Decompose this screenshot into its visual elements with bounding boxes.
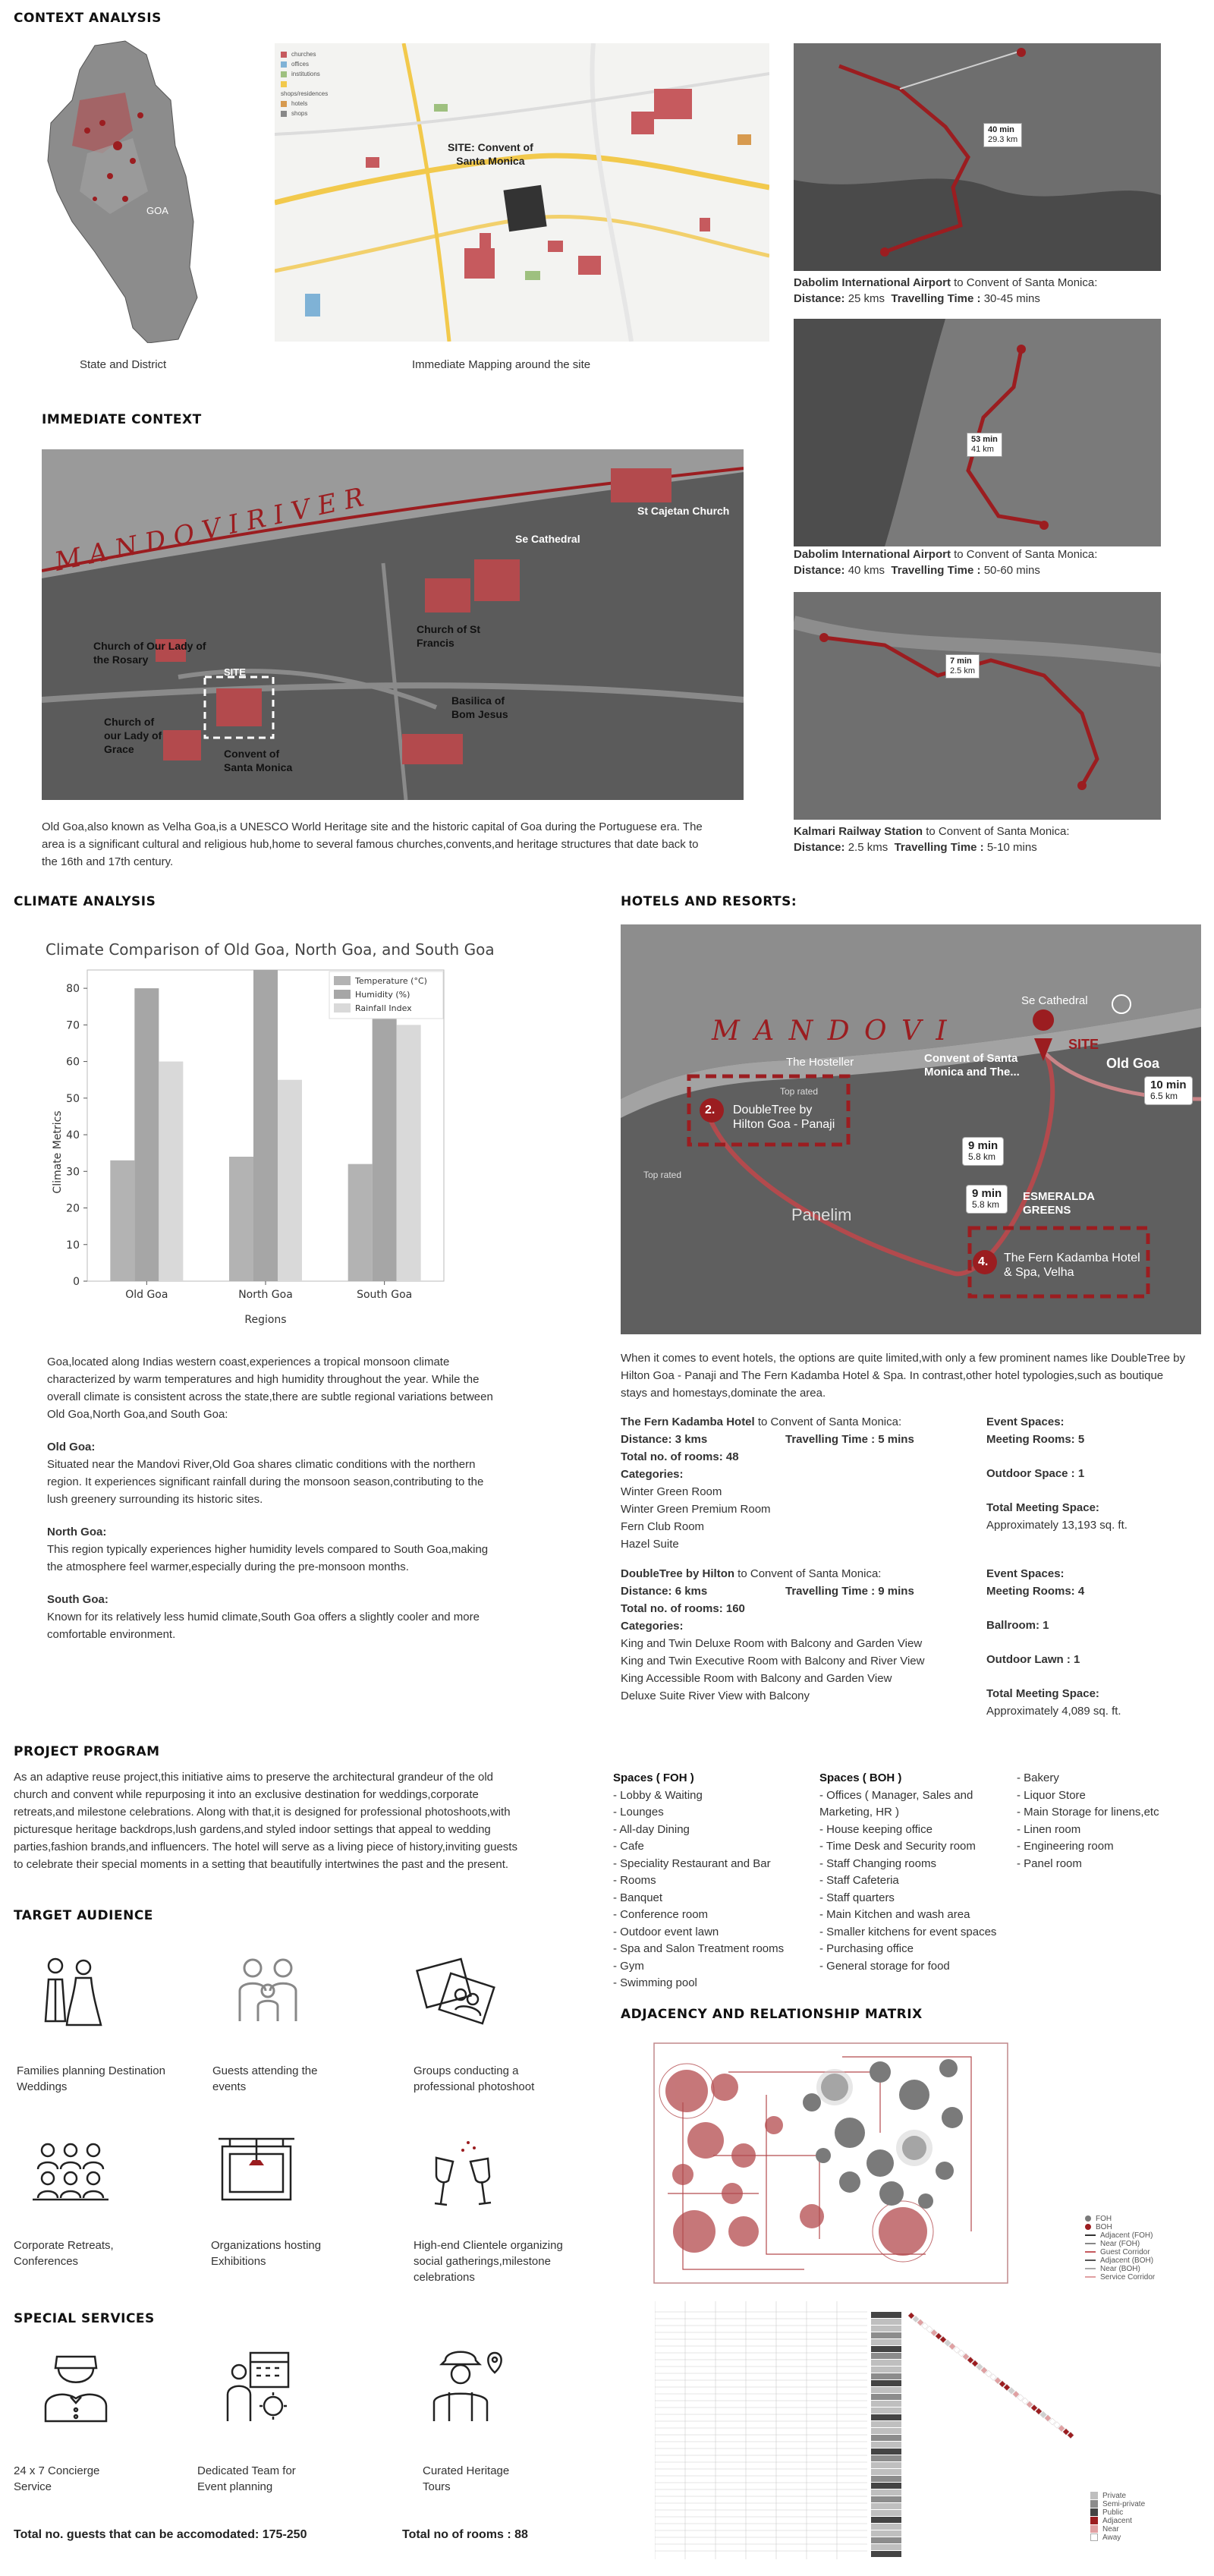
hotels-map-convent: Convent of Santa Monica and The... (924, 1052, 1020, 1079)
audience-label: Groups conducting a professional photoshoot (414, 2064, 535, 2093)
chart-x-tick-label: Old Goa (125, 1289, 168, 1301)
chart-bar (134, 988, 159, 1281)
place-rosary: Church of Our Lady of the Rosary (93, 640, 206, 666)
family-group-icon (226, 1949, 310, 2036)
matrix-cell (1031, 2404, 1037, 2411)
matrix-cell (908, 2313, 914, 2319)
chart-y-tick-label: 80 (66, 983, 80, 996)
matrix-cell (949, 2343, 955, 2349)
audience-crowd-icon (29, 2131, 112, 2219)
place-bom-jesus: Basilica of Bom Jesus (451, 694, 508, 720)
other-list: - Bakery - Liquor Store - Main Storage for linens,etc - Linen room - Engineering room - Panel room (1017, 1771, 1159, 1870)
matrix-row-tag (871, 2421, 901, 2427)
matrix-cell (936, 2333, 942, 2339)
foh-list: Spaces ( FOH ) - Lobby & Waiting - Lounges - All-day Dining - Cafe - Speciality Restaurant and Bar - Rooms - Banquet - Conference room - Outdoor event lawn - Spa and Salon Treatment rooms - Gym - Swimming pool (613, 1771, 785, 1989)
photos-icon (414, 1949, 497, 2036)
route-2-badge: 53 min 41 km (967, 433, 1002, 457)
climate-intro: Goa,located along Indias western coast,experiences a tropical monsoon climate characterized by warm temperatures and high humidity throughout the year. While the overall climate is consistent across the state,there are subtle regional variations between Old Goa,North Goa,and South Goa: (47, 1356, 493, 1421)
river-label: M A N D O V I R I V E R (52, 482, 366, 578)
audience-label: High-end Clientele organizing social gatherings,milestone celebrations (414, 2239, 563, 2284)
chart-bar (348, 1164, 373, 1281)
matrix-row-tag (871, 2462, 901, 2468)
route-2-text: Dabolim International Airport to Convent of Santa Monica: Distance: 40 kms Travelling Time : 50-60 mins (794, 548, 1098, 577)
event-planner-icon (220, 2345, 304, 2433)
matrix-row-tag (871, 2551, 901, 2557)
immediate-heading: IMMEDIATE CONTEXT (42, 412, 202, 427)
matrix-row-tag (871, 2428, 901, 2434)
service-label: Dedicated Team for Event planning (197, 2464, 296, 2493)
matrix-cell (972, 2360, 978, 2367)
route-1-text: Dabolim International Airport to Convent of Santa Monica: Distance: 25 kms Travelling Time : 30-45 mins (794, 276, 1098, 305)
hotels-map (621, 924, 1201, 1334)
map-caption: Immediate Mapping around the site (412, 358, 591, 371)
chart-x-tick-label: South Goa (357, 1289, 413, 1301)
adjacency-heading: ADJACENCY AND RELATIONSHIP MATRIX (621, 2007, 923, 2022)
doubletree-events: Event Spaces: Meeting Rooms: 4 Ballroom: 1 Outdoor Lawn : 1 Total Meeting Space: Approximately 4,089 sq. ft. (986, 1567, 1121, 1718)
state-caption: State and District (80, 358, 167, 371)
chart-y-tick-label: 30 (66, 1166, 80, 1179)
chart-y-tick-label: 60 (66, 1056, 80, 1069)
matrix-row-tag (871, 2483, 901, 2489)
matrix-cell (977, 2363, 983, 2370)
matrix-row-tag (871, 2469, 901, 2475)
fern-details: The Fern Kadamba Hotel to Convent of Santa Monica: Distance: 3 kms Total no. of rooms: 48 Categories: Winter Green Room Winter Green Premium Room Fern Club Room Hazel Suite (621, 1416, 902, 1551)
matrix-row-tag (871, 2442, 901, 2448)
chart-x-label: Regions (244, 1314, 287, 1326)
chart-title: Climate Comparison of Old Goa, North Goa, and South Goa (46, 940, 495, 959)
fern-time: Travelling Time : 5 mins (785, 1433, 914, 1446)
matrix-row-tag (871, 2476, 901, 2482)
matrix-cell (1027, 2401, 1033, 2408)
route-badge: 9 min 5.8 km (966, 1185, 1008, 1214)
region-title: Old Goa: (47, 1441, 96, 1453)
matrix-row-tag (871, 2401, 901, 2407)
climate-chart (42, 932, 588, 1331)
climate-heading: CLIMATE ANALYSIS (14, 894, 156, 909)
service-label: 24 x 7 Concierge Service (14, 2464, 100, 2493)
matrix-row-tag (871, 2496, 901, 2502)
region-text: Situated near the Mandovi River,Old Goa shares climatic conditions with the northern region. It experiences significant rainfall during the monsoon season,contributing to the lush greenery surrounding its historic sites. (47, 1458, 484, 1506)
service-label: Curated Heritage Tours (423, 2464, 510, 2493)
matrix-row-tag (871, 2360, 901, 2366)
hotels-intro: When it comes to event hotels, the options are quite limited,with only a few prominent names like DoubleTree by Hilton Goa - Panaji and The Fern Kadamba Hotel & Spa. In contrast,other hotel typologies,such as boutique stays and homestays,dominate the area. (621, 1352, 1185, 1400)
route-map-1 (794, 43, 1161, 271)
total-rooms: Total no of rooms : 88 (402, 2528, 528, 2541)
exhibition-frame-icon (215, 2131, 298, 2219)
chart-y-tick-label: 0 (73, 1276, 80, 1288)
place-se: Se Cathedral (515, 533, 580, 545)
matrix-row-tag (871, 2387, 901, 2393)
chart-bar (159, 1062, 183, 1281)
total-guests: Total no. guests that can be accomodated: 175-250 (14, 2528, 307, 2541)
route-badge: 10 min 6.5 km (1144, 1076, 1193, 1105)
chart-y-label: Climate Metrics (52, 1110, 64, 1194)
audience-label: Organizations hosting Exhibitions (211, 2239, 322, 2268)
matrix-row-tag (871, 2312, 901, 2318)
matrix-cell (1045, 2415, 1051, 2421)
matrix-cell (1004, 2384, 1010, 2390)
tour-guide-icon (423, 2345, 506, 2433)
bubble-diagram (653, 2042, 1009, 2285)
goa-label: GOA (146, 205, 168, 216)
context-heading: CONTEXT ANALYSIS (14, 11, 162, 26)
hotels-heading: HOTELS AND RESORTS: (621, 894, 797, 909)
matrix-cell (940, 2336, 946, 2342)
hotels-map-fern: The Fern Kadamba Hotel & Spa, Velha (1004, 1252, 1140, 1279)
matrix-row-tag (871, 2455, 901, 2461)
matrix-cell (967, 2357, 973, 2363)
matrix-cell (917, 2319, 923, 2326)
chart-legend-swatch (334, 990, 351, 999)
matrix-cell (1008, 2388, 1014, 2394)
route-map-2 (794, 319, 1161, 546)
matrix-cell (931, 2329, 937, 2335)
audience-label: Guests attending the events (212, 2064, 318, 2093)
matrix-row-tag (871, 2448, 901, 2455)
route-badge: 9 min 5.8 km (962, 1137, 1004, 1166)
matrix-cell (995, 2377, 1001, 2383)
matrix-row-tag (871, 2380, 901, 2386)
hotels-map-hosteller: The Hosteller (786, 1056, 854, 1069)
climate-chart-svg (42, 932, 588, 1331)
hotels-map-num-2: 2. (705, 1104, 716, 1116)
chart-bar (397, 1025, 421, 1281)
matrix-cell (963, 2354, 969, 2360)
matrix-cell (958, 2350, 964, 2356)
audience-label: Families planning Destination Weddings (17, 2064, 165, 2093)
hotels-map-oldgoa: Old Goa (1106, 1056, 1160, 1071)
climate-text (47, 1353, 502, 1643)
matrix-row-tag (871, 2544, 901, 2550)
hotels-map-panelim: Panelim (791, 1205, 852, 1224)
matrix-cell (999, 2381, 1005, 2387)
fern-events: Event Spaces: Meeting Rooms: 5 Outdoor Space : 1 Total Meeting Space: Approximately 13,193 sq. ft. (986, 1416, 1128, 1532)
concierge-icon (34, 2345, 118, 2433)
chart-legend-label: Temperature (°C) (355, 976, 427, 986)
chart-bar (278, 1080, 302, 1281)
chart-legend-swatch (334, 976, 351, 985)
route-3-text: Kalmari Railway Station to Convent of Santa Monica: Distance: 2.5 kms Travelling Time : 5-10 mins (794, 825, 1070, 854)
place-santa-monica: Convent of Santa Monica (224, 748, 293, 773)
matrix-cell (1017, 2395, 1024, 2401)
chart-y-tick-label: 10 (66, 1239, 80, 1252)
chart-y-tick-label: 70 (66, 1019, 80, 1032)
matrix-row-tag (871, 2435, 901, 2441)
matrix-cell (1063, 2429, 1069, 2435)
matrix-cell (1068, 2432, 1074, 2438)
chart-y-tick-label: 20 (66, 1202, 80, 1215)
matrix-cell (1049, 2418, 1055, 2424)
matrix-cell (1036, 2408, 1042, 2414)
matrix-row-tag (871, 2414, 901, 2420)
chart-legend-label: Humidity (%) (355, 990, 410, 1000)
matrix-row-tag (871, 2353, 901, 2359)
hotels-map-toprated: Top rated (780, 1086, 819, 1097)
matrix-cell (954, 2347, 960, 2353)
hotels-map-site: SITE (1068, 1037, 1099, 1052)
route-1-badge: 40 min 29.3 km (983, 123, 1022, 147)
matrix-cell (981, 2367, 987, 2373)
region-text: Known for its relatively less humid climate,South Goa offers a slightly cooler and more comfortable environment. (47, 1611, 480, 1641)
matrix-cell (990, 2374, 996, 2380)
site-tag: SITE (224, 666, 246, 678)
matrix-legend: Private Semi-private Public Adjacent Near Away (1090, 2492, 1197, 2542)
hotels-map-river: M A N D O V I (712, 1016, 950, 1047)
chart-legend-label: Rainfall Index (355, 1003, 412, 1013)
matrix-row-tag (871, 2524, 901, 2530)
old-goa-paragraph: Old Goa,also known as Velha Goa,is a UNESCO World Heritage site and the historic capital of Goa during the Portuguese era. The area is a significant cultural and religious hub,home to several famous churches,convents,and heritage structures that date back to the 16th and 17th century. (42, 820, 703, 868)
matrix-cell (945, 2340, 951, 2346)
place-grace: Church of our Lady of Grace (104, 716, 162, 755)
audience-heading: TARGET AUDIENCE (14, 1908, 153, 1923)
matrix-row-tag (871, 2510, 901, 2516)
audience-label: Corporate Retreats, Conferences (14, 2239, 114, 2268)
chart-bar (253, 970, 278, 1281)
matrix-row-tag (871, 2503, 901, 2509)
matrix-row-tag (871, 2373, 901, 2379)
hotels-map-num-4: 4. (978, 1255, 989, 1268)
matrix-cell (926, 2326, 933, 2332)
matrix-row-tag (871, 2367, 901, 2373)
chart-bar (110, 1160, 134, 1281)
matrix-row-tag (871, 2408, 901, 2414)
chart-y-tick-label: 50 (66, 1092, 80, 1105)
services-heading: SPECIAL SERVICES (14, 2311, 155, 2326)
region-title: South Goa: (47, 1593, 109, 1606)
bubble-legend: FOH BOH Adjacent (FOH) Near (FOH) Guest Corridor Adjacent (BOH) Near (BOH) Service Corridor (1085, 2215, 1206, 2282)
chart-bar (373, 1006, 397, 1281)
boh-list: Spaces ( BOH ) - Offices ( Manager, Sales and Marketing, HR ) - House keeping office - Time Desk and Security room - Staff Changing rooms - Staff Cafeteria - Staff quarters - Main Kitchen and wash area - Smaller kitchens for event spaces - Purchasing office - General storage for food (819, 1771, 997, 1973)
route-3-badge: 7 min 2.5 km (945, 654, 980, 679)
goa-state-map (42, 39, 212, 343)
place-francis: Church of St Francis (417, 623, 480, 649)
doubletree-time: Travelling Time : 9 mins (785, 1585, 914, 1598)
matrix-row-tag (871, 2332, 901, 2338)
route-map-3 (794, 592, 1161, 820)
program-text: As an adaptive reuse project,this initiative aims to preserve the architectural grandeur of the old church and convent while repurposing it into an exclusive destination for weddings,corporate retreats,and milestone celebrations. Along with that,it is designed for professional photoshoots,with picturesque heritage backdrops,lush gardens,and styled indoor settings that appeal to wedding parties,fashion brands,and influencers. The hotel will serve as a living piece of history,inviting guests to celebrate their special moments in a setting that beautifully intertwines the past and the present. (14, 1771, 517, 1871)
hotels-map-esmeralda: ESMERALDA GREENS (1023, 1190, 1095, 1217)
matrix-row-tag (871, 2530, 901, 2537)
matrix-row-tag (871, 2346, 901, 2352)
program-heading: PROJECT PROGRAM (14, 1744, 160, 1759)
champagne-glasses-icon (421, 2131, 505, 2219)
matrix-row-tag (871, 2489, 901, 2496)
matrix-row-tag (871, 2394, 901, 2400)
hotels-map-doubletree: DoubleTree by Hilton Goa - Panaji (733, 1104, 835, 1131)
matrix-row-tag (871, 2517, 901, 2523)
matrix-cell (1054, 2422, 1060, 2428)
matrix-row-tag (871, 2537, 901, 2543)
hotels-map-toprated: Top rated (643, 1170, 682, 1180)
wedding-couple-icon (29, 1949, 112, 2036)
hotels-map-se: Se Cathedral (1021, 994, 1088, 1007)
chart-legend-swatch (334, 1003, 351, 1012)
matrix-row-tag (871, 2326, 901, 2332)
matrix-cell (1013, 2391, 1019, 2397)
relationship-matrix (655, 2301, 1080, 2563)
matrix-row-tag (871, 2339, 901, 2345)
matrix-cell (1040, 2411, 1046, 2417)
matrix-row-tag (871, 2319, 901, 2325)
matrix-cell (922, 2322, 928, 2329)
matrix-cell (1058, 2425, 1065, 2431)
site-label: SITE: Convent of Santa Monica (448, 141, 533, 167)
matrix-cell (1022, 2398, 1028, 2404)
chart-bar (229, 1157, 253, 1281)
immediate-map (275, 43, 769, 342)
old-goa-aerial (42, 449, 744, 800)
region-title: North Goa: (47, 1526, 107, 1538)
doubletree-details: DoubleTree by Hilton to Convent of Santa Monica: Distance: 6 kms Total no. of rooms: 160 Categories: King and Twin Deluxe Room with Balcony and Garden View King and Twin Executive Room with Balcony and River View King Accessible Room with Balcony and Garden View Deluxe Suite River View with Balcony (621, 1567, 925, 1702)
chart-y-tick-label: 40 (66, 1129, 80, 1142)
matrix-cell (913, 2316, 919, 2322)
matrix-cell (986, 2370, 992, 2376)
immediate-map-legend: churches offices institutions shops/residences hotels shops (281, 51, 329, 117)
region-text: This region typically experiences higher humidity levels compared to South Goa,making the atmosphere feel warmer,especially during the pre-monsoon months. (47, 1543, 489, 1573)
place-cajetan: St Cajetan Church (637, 505, 730, 517)
chart-x-tick-label: North Goa (238, 1289, 293, 1301)
